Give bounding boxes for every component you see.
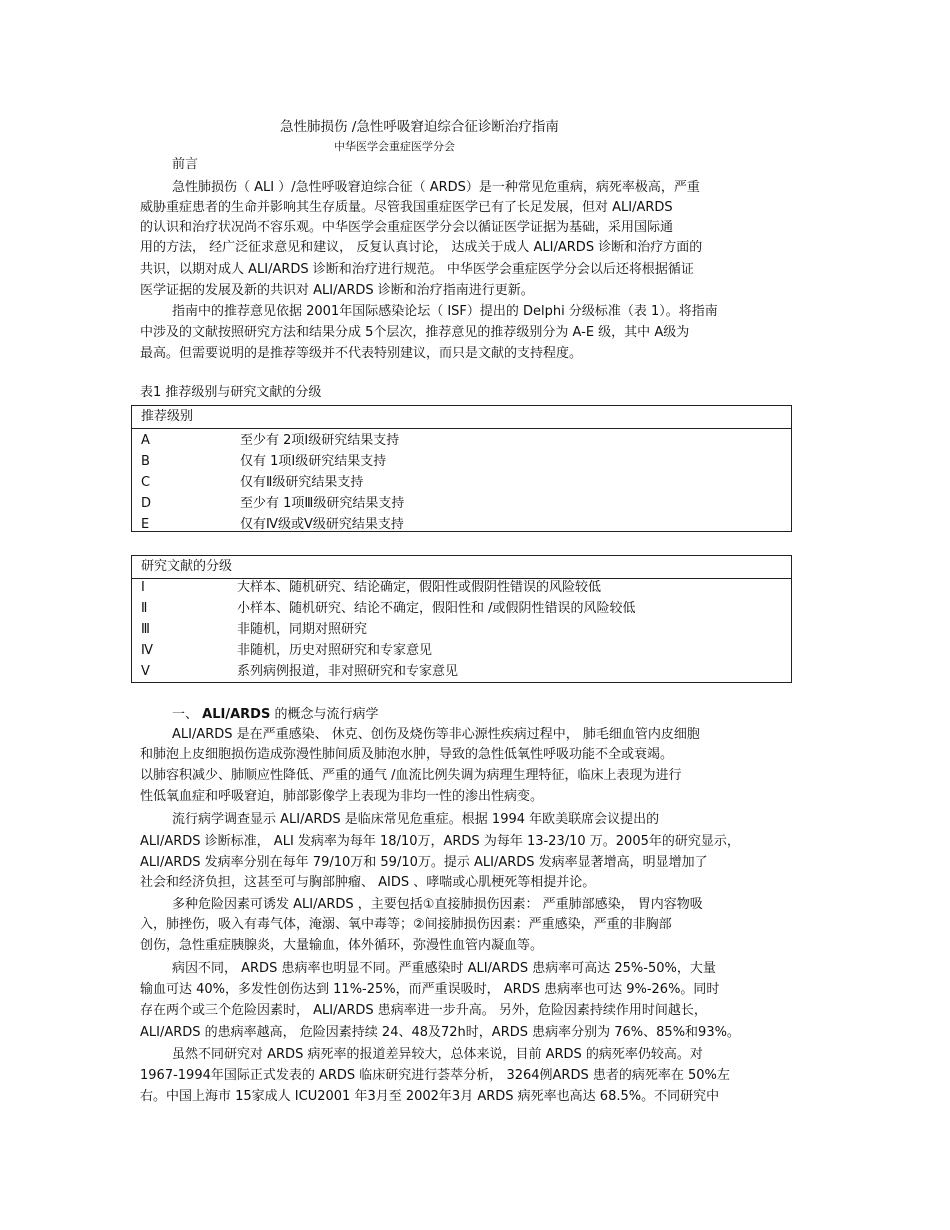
table-divider	[132, 578, 791, 579]
table-cell-desc: 仅有 1项Ⅰ级研究结果支持	[240, 454, 387, 469]
paragraph-line: 用的方法， 经广泛征求意见和建议， 反复认真讨论， 达成关于成人 ALI/ARDS 诊断和治疗方面的	[140, 240, 703, 255]
table-cell-grade: D	[141, 496, 152, 511]
paragraph-line: 指南中的推荐意见依据 2001年国际感染论坛（ ISF）提出的 Delphi 分级标准（表 1）。将指南	[172, 304, 718, 319]
paragraph-line: 输血可达 40%，多发性创伤达到 11%-25%，而严重误吸时， ARDS 患病率也可达 9%-26%。同时	[140, 982, 720, 997]
table-cell-grade: C	[141, 475, 151, 490]
paragraph-line: 多种危险因素可诱发 ALI/ARDS ，主要包括①直接肺损伤因素： 严重肺部感染， 胃内容物吸	[172, 897, 703, 912]
table-cell-desc: 大样本、随机研究、结论确定，假阳性或假阴性错误的风险较低	[237, 580, 602, 595]
table-header: 研究文献的分级	[141, 559, 233, 574]
preface-heading: 前言	[172, 157, 199, 172]
section-number: 一、	[172, 707, 199, 722]
paragraph-line: 最高。但需要说明的是推荐等级并不代表特别建议，而只是文献的支持程度。	[140, 346, 583, 361]
paragraph-line: 入，肺挫伤，吸入有毒气体，淹溺、氧中毒等；②间接肺损伤因素：严重感染，严重的非胸部	[140, 917, 672, 932]
table-cell-desc: 仅有Ⅱ级研究结果支持	[240, 475, 364, 490]
paragraph-line: 社会和经济负担，这甚至可与胸部肿瘤、 AIDS 、哮喘或心肌梗死等相提并论。	[140, 875, 596, 890]
section-heading-text: 的概念与流行病学	[274, 707, 379, 722]
paragraph-line: ALI/ARDS 发病率分别在每年 79/10万和 59/10万。提示 ALI/ARDS 发病率显著增高，明显增加了	[140, 855, 708, 870]
paragraph-line: 流行病学调查显示 ALI/ARDS 是临床常见危重症。根据 1994 年欧美联席会议提出的	[172, 812, 660, 827]
paragraph-line: 的认识和治疗状况尚不容乐观。中华医学会重症医学分会以循证医学证据为基础，采用国际通	[140, 220, 674, 235]
paragraph-line: ALI/ARDS 是在严重感染、 休克、创伤及烧伤等非心源性疾病过程中， 肺毛细血管内皮细胞	[172, 727, 700, 742]
table-cell-desc: 小样本、随机研究、结论不确定，假阳性和 /或假阴性错误的风险较低	[237, 601, 636, 616]
table-cell-grade: A	[141, 433, 150, 448]
paragraph-line: 性低氧血症和呼吸窘迫，肺部影像学上表现为非均一性的渗出性病变。	[140, 789, 544, 804]
paragraph-line: ALI/ARDS 诊断标准， ALI 发病率为每年 18/10万，ARDS 为每年 13-23/10 万。2005年的研究显示，	[140, 834, 740, 849]
paragraph-line: 急性肺损伤（ ALI ）/急性呼吸窘迫综合征（ ARDS）是一种常见危重病，病死率极高，严重	[172, 180, 700, 195]
paragraph-line: ALI/ARDS 的患病率越高， 危险因素持续 24、48及72h时，ARDS 患病率分别为 76%、85%和93%。	[140, 1025, 740, 1040]
paragraph-line: 和肺泡上皮细胞损伤造成弥漫性肺间质及肺泡水肿，导致的急性低氧性呼吸功能不全或衰竭。	[140, 747, 674, 762]
paragraph-line: 以肺容积减少、肺顺应性降低、严重的通气 /血流比例失调为病理生理特征，临床上表现为进行	[140, 768, 682, 783]
table-cell-grade: Ⅱ	[141, 601, 148, 616]
paragraph-line: 病因不同， ARDS 患病率也明显不同。严重感染时 ALI/ARDS 患病率可高达 25%-50%，大量	[172, 961, 716, 976]
table-cell-desc: 至少有 1项Ⅲ级研究结果支持	[240, 496, 405, 511]
paragraph-line: 医学证据的发展及新的共识对 ALI/ARDS 诊断和治疗指南进行更新。	[140, 283, 534, 298]
section-heading-term: ALI/ARDS	[202, 707, 271, 722]
document-subtitle: 中华医学会重症医学分会	[334, 140, 455, 153]
table-header: 推荐级别	[141, 409, 194, 424]
paragraph-line: 虽然不同研究对 ARDS 病死率的报道差异较大，总体来说，目前 ARDS 的病死率仍较高。对	[172, 1047, 703, 1062]
table-cell-desc: 非随机，历史对照研究和专家意见	[237, 643, 433, 658]
paragraph-line: 1967-1994年国际正式发表的 ARDS 临床研究进行荟萃分析， 3264例ARDS 患者的病死率在 50%左	[140, 1068, 730, 1083]
evidence-level-table	[131, 555, 792, 683]
table-cell-grade: Ⅲ	[141, 622, 150, 637]
table-cell-grade: E	[141, 517, 150, 532]
table-cell-desc: 非随机，同期对照研究	[237, 622, 368, 637]
paragraph-line: 右。中国上海市 15家成人 ICU2001 年3月至 2002年3月 ARDS 病死率也高达 68.5%。不同研究中	[140, 1089, 720, 1104]
table-caption: 表1 推荐级别与研究文献的分级	[140, 385, 322, 400]
table-cell-grade: Ⅴ	[141, 664, 150, 679]
table-cell-grade: Ⅳ	[141, 643, 153, 658]
paragraph-line: 共识，以期对成人 ALI/ARDS 诊断和治疗进行规范。 中华医学会重症医学分会以后还将根据循证	[140, 262, 694, 277]
table-divider	[132, 428, 791, 429]
table-cell-desc: 仅有Ⅳ级或Ⅴ级研究结果支持	[240, 517, 404, 532]
paragraph-line: 创伤，急性重症胰腺炎，大量输血，体外循环，弥漫性血管内凝血等。	[140, 938, 544, 953]
recommendation-grade-table	[131, 405, 792, 532]
table-cell-grade: Ⅰ	[141, 580, 145, 595]
section-heading	[172, 708, 378, 721]
table-cell-grade: B	[141, 454, 150, 469]
paragraph-line: 存在两个或三个危险因素时， ALI/ARDS 患病率进一步升高。 另外，危险因素持续作用时间越长，	[140, 1003, 707, 1018]
table-cell-desc: 系列病例报道，非对照研究和专家意见	[237, 664, 459, 679]
document-title: 急性肺损伤 /急性呼吸窘迫综合征诊断治疗指南	[280, 119, 559, 135]
paragraph-line: 中涉及的文献按照研究方法和结果分成 5个层次，推荐意见的推荐级别分为 A-E 级，其中 A级为	[140, 325, 690, 340]
table-cell-desc: 至少有 2项Ⅰ级研究结果支持	[240, 433, 400, 448]
paragraph-line: 威胁重症患者的生命并影响其生存质量。尽管我国重症医学已有了长足发展，但对 ALI/ARDS	[140, 200, 673, 215]
